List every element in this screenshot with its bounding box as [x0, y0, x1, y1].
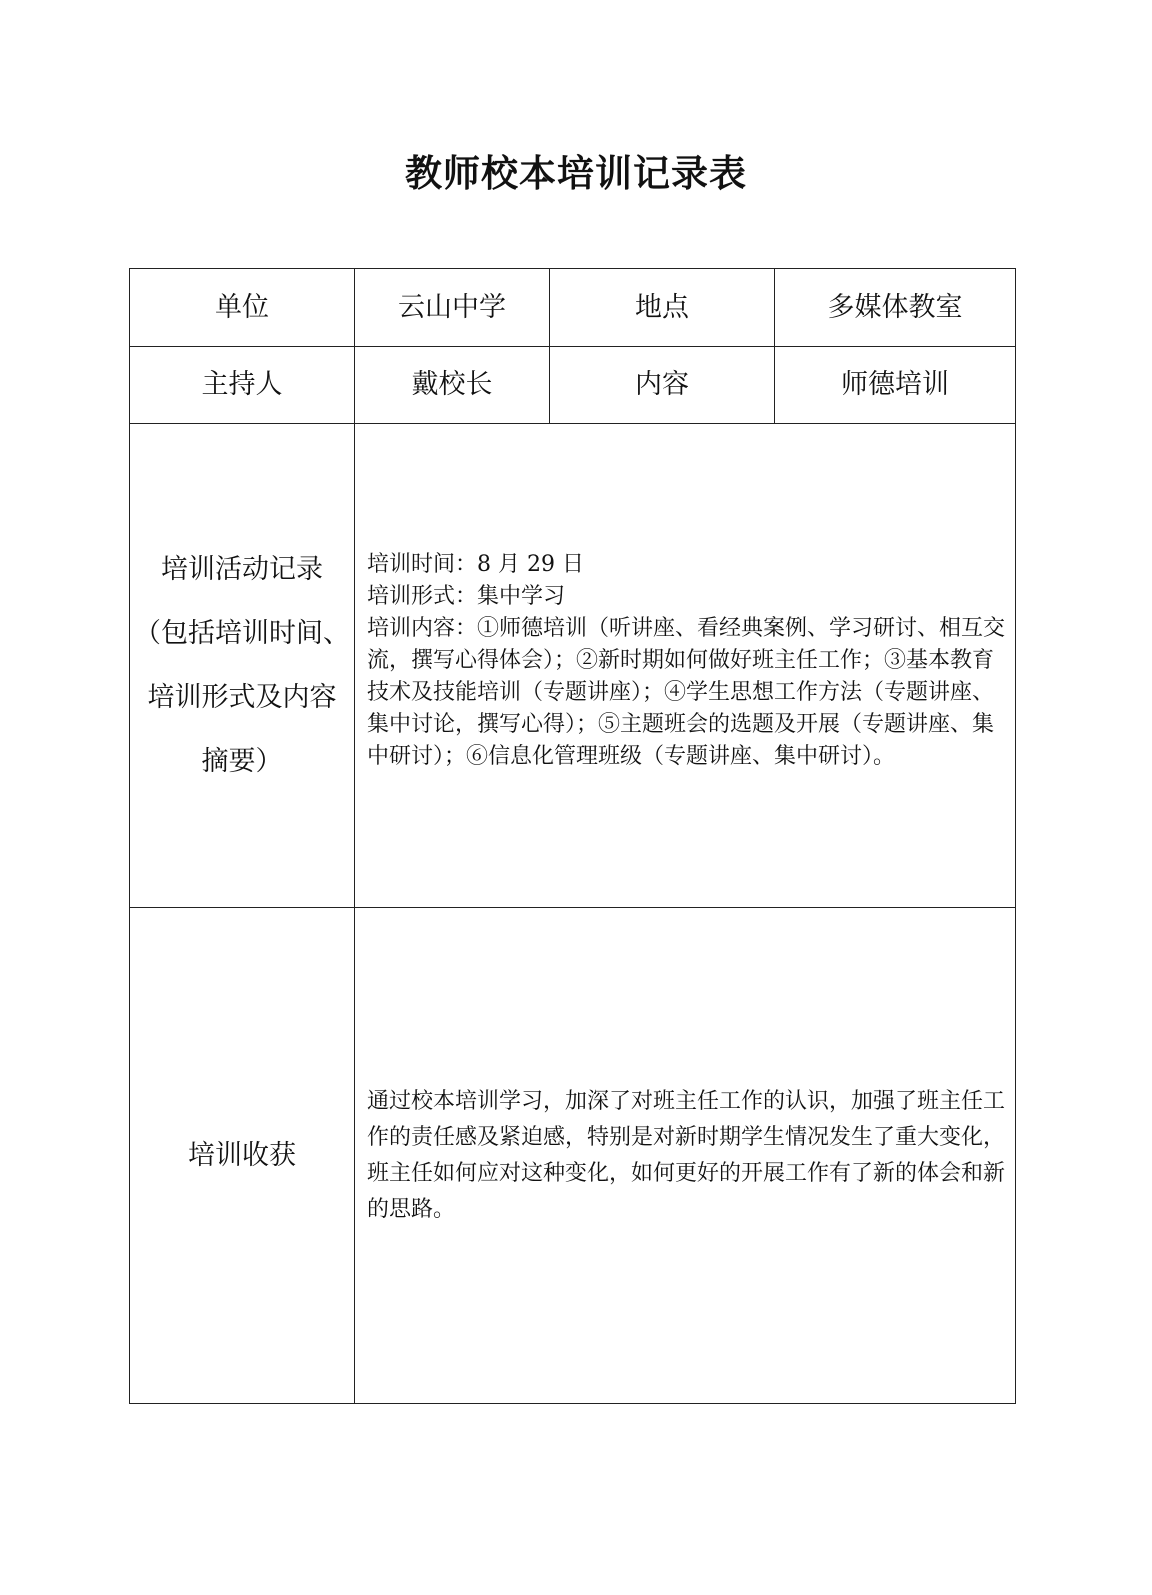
gains-text: 通过校本培训学习，加深了对班主任工作的认识，加强了班主任工作的责任感及紧迫感，特别是对新时期学生情况发生了重大变化，班主任如何应对这种变化，如何更好的开展工作有了新的体会和新的思路。: [367, 1088, 1006, 1222]
training-form: 培训形式：集中学习: [367, 583, 566, 609]
activity-label-line: （包括培训时间、: [134, 617, 350, 649]
content-label: 内容: [550, 347, 775, 424]
table-row: [130, 424, 1016, 908]
host-value: 戴校长: [355, 347, 550, 424]
page-title: 教师校本培训记录表: [405, 151, 747, 195]
activity-label-line: 摘要）: [201, 745, 283, 777]
table-row: [130, 269, 1016, 347]
content-value: 师德培训: [775, 347, 1016, 424]
location-value: 多媒体教室: [775, 269, 1016, 347]
gains-label: 培训收获: [130, 908, 355, 1404]
training-time: 培训时间：8 月 29 日: [367, 551, 584, 577]
activity-record-content: [355, 424, 1016, 908]
table-row: [130, 908, 1016, 1404]
location-label: 地点: [550, 269, 775, 347]
host-label: 主持人: [130, 347, 355, 424]
training-record-table: [129, 268, 1016, 1404]
activity-label-line: 培训形式及内容: [147, 681, 337, 713]
gains-content: [355, 908, 1016, 1404]
activity-record-label: [130, 424, 355, 908]
unit-label: 单位: [130, 269, 355, 347]
unit-value: 云山中学: [355, 269, 550, 347]
training-content: 培训内容：①师德培训（听讲座、看经典案例、学习研讨、相互交流，撰写心得体会）；②新时期如何做好班主任工作；③基本教育技术及技能培训（专题讲座）；④学生思想工作方法（专题讲座、集中讨论，撰写心得）；⑤主题班会的选题及开展（专题讲座、集中研讨）；⑥信息化管理班级（专题讲座、集中研讨）。: [367, 615, 1006, 769]
activity-label-line: 培训活动记录: [161, 553, 323, 585]
table-row: [130, 347, 1016, 424]
